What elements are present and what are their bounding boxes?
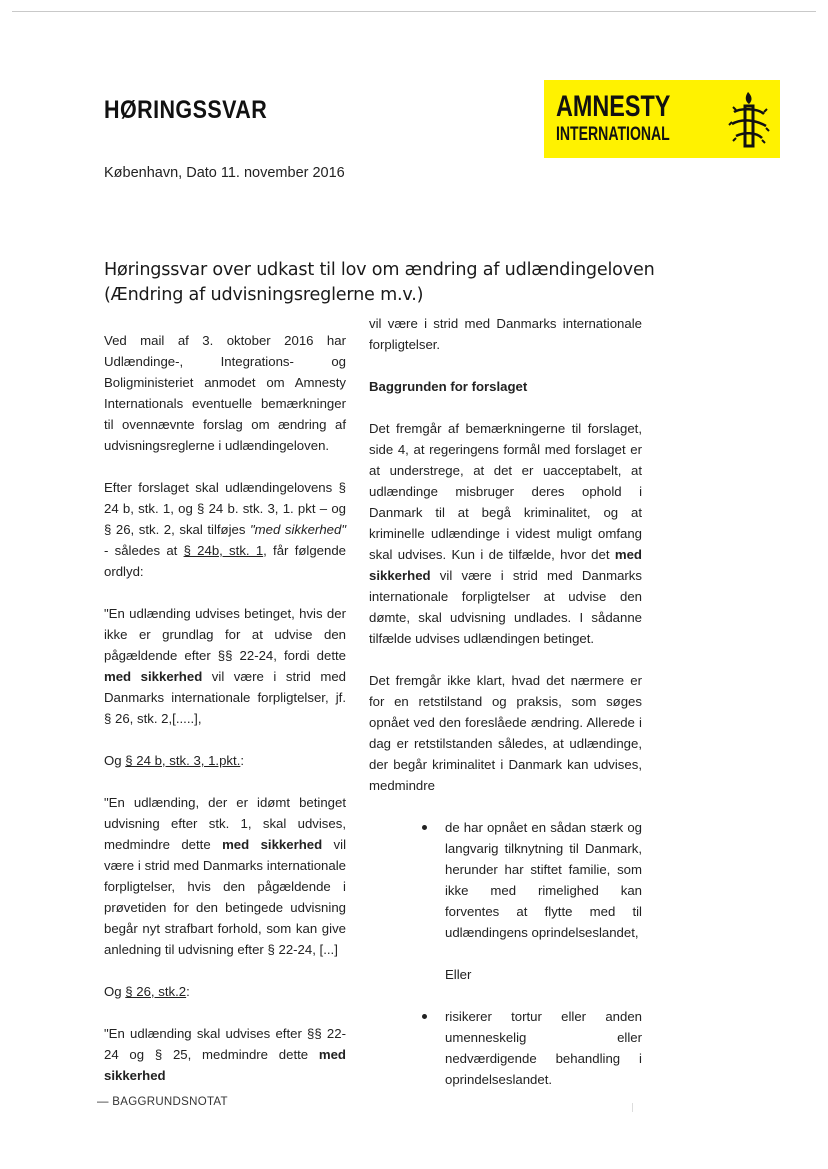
text-fragment: Efter forslaget skal udlændingelovens § 24 b, stk. 1, og § 24 b. stk. 3, 1. pkt – og § 26, stk. 2, skal tilføjes [104, 480, 346, 537]
quote-24b-3 [104, 792, 346, 960]
text-fragment: "En udlænding skal udvises efter §§ 22-24 og § 25, medmindre dette [104, 1026, 346, 1062]
scan-edge-line [12, 11, 816, 12]
legal-status-paragraph: Det fremgår ikke klart, hvad det nærmere er for en retstilstand og praksis, som søges opnået ved den foreslåede ændring. Allerede i dag er retstilstanden således, at udlændinge, der begår kriminalitet i Danmark kan udvises, medmindre [369, 673, 642, 793]
exception-list [369, 817, 642, 943]
text-fragment: Og [104, 984, 126, 999]
list-item [369, 817, 642, 943]
document-title: Høringssvar over udkast til lov om ændring af udlændingeloven (Ændring af udvisningsreglerne m.v.) [104, 260, 655, 305]
background-paragraph [369, 418, 642, 649]
og-24b-3-label [104, 750, 346, 771]
text-fragment: "En udlænding udvises betinget, hvis der ikke er grundlag for at udvise den pågældende efter §§ 22-24, fordi dette [104, 606, 346, 663]
exception-list-2 [369, 1006, 642, 1090]
bold-phrase: med sikkerhed [222, 837, 323, 852]
bold-phrase: med sikkerhed [104, 1047, 346, 1083]
logo-word-international: INTERNATIONAL [556, 124, 670, 145]
candle-barbed-wire-icon [728, 88, 770, 152]
or-separator: Eller [445, 967, 472, 982]
footer-label: — BAGGRUNDSNOTAT [97, 1096, 228, 1108]
right-column [369, 313, 642, 1111]
text-fragment: vil være i strid med Danmarks internationale forpligtelser, jf. § 26, stk. 2,[.....], [104, 669, 346, 726]
text-fragment: vil være i strid med Danmarks internationale forpligtelser at udvise den dømte, skal udvisning undlades. I sådanne tilfælde udvises udlændingen betinget. [369, 568, 642, 646]
list-item [369, 1006, 642, 1090]
page-mark [632, 1103, 633, 1112]
text-fragment: , får følgende ordlyd: [104, 543, 347, 579]
section-reference-24b-3: § 24 b, stk. 3, 1.pkt. [125, 753, 241, 768]
section-reference-24b-1: § 24b, stk. 1 [183, 543, 264, 558]
bold-phrase: med sikkerhed [369, 547, 642, 583]
proposal-paragraph [104, 477, 346, 582]
text-fragment: - således at [104, 543, 184, 558]
place-and-date: København, Dato 11. november 2016 [104, 165, 345, 181]
document-type-heading: HØRINGSSVAR [104, 96, 268, 124]
quote-24b-1 [104, 603, 346, 729]
italic-phrase: "med sikkerhed" [250, 522, 346, 537]
intro-paragraph: Ved mail af 3. oktober 2016 har Udlændinge-, Integrations- og Boligministeriet anmodet om Amnesty Internationals eventuelle bemærkninger til ovennævnte forslag om ændring af udvisningsreglerne i udlændingeloven. [104, 333, 346, 453]
quote-continuation: vil være i strid med Danmarks internationale forpligtelser. [369, 316, 642, 352]
list-item-text: de har opnået en sådan stærk og langvarig tilknytning til Danmark, herunder har stiftet familie, som ikke med rimelighed kan forventes at flytte med til udlændingens oprindelseslandet, [445, 820, 642, 940]
text-fragment: Det fremgår af bemærkningerne til forslaget, side 4, at regeringens formål med forslaget er at understrege, at det er uacceptabelt, at udlændinge misbruger deres ophold i Danmark til at begå kriminalitet, og at kriminelle udlændinge i videst muligt omfang skal udvises. Kun i de tilfælde, hvor det [369, 421, 642, 562]
og-26-2-label [104, 981, 346, 1002]
list-item-text: risikerer tortur eller anden umenneskelig eller nedværdigende behandling i oprindelseslandet. [445, 1009, 642, 1087]
bold-phrase: med sikkerhed [104, 669, 203, 684]
left-column [104, 330, 346, 1107]
text-fragment: "En udlænding, der er idømt betinget udvisning efter stk. 1, skal udvises, medmindre dette [104, 795, 346, 852]
text-fragment: vil være i strid med Danmarks internationale forpligtelser, hvis den pågældende i prøvetiden for den betingede udvisning begår nyt strafbart forhold, som kan give anledning til udvisning efter § 22-24, [...] [104, 837, 347, 957]
logo-word-amnesty: AMNESTY [556, 90, 671, 123]
quote-26-2 [104, 1023, 346, 1086]
text-fragment: Og [104, 753, 126, 768]
section-heading: Baggrunden for forslaget [369, 379, 528, 394]
text-fragment: : [240, 753, 245, 768]
amnesty-logo [544, 80, 780, 158]
text-fragment: : [186, 984, 190, 999]
section-reference-26-2: § 26, stk.2 [125, 984, 187, 999]
